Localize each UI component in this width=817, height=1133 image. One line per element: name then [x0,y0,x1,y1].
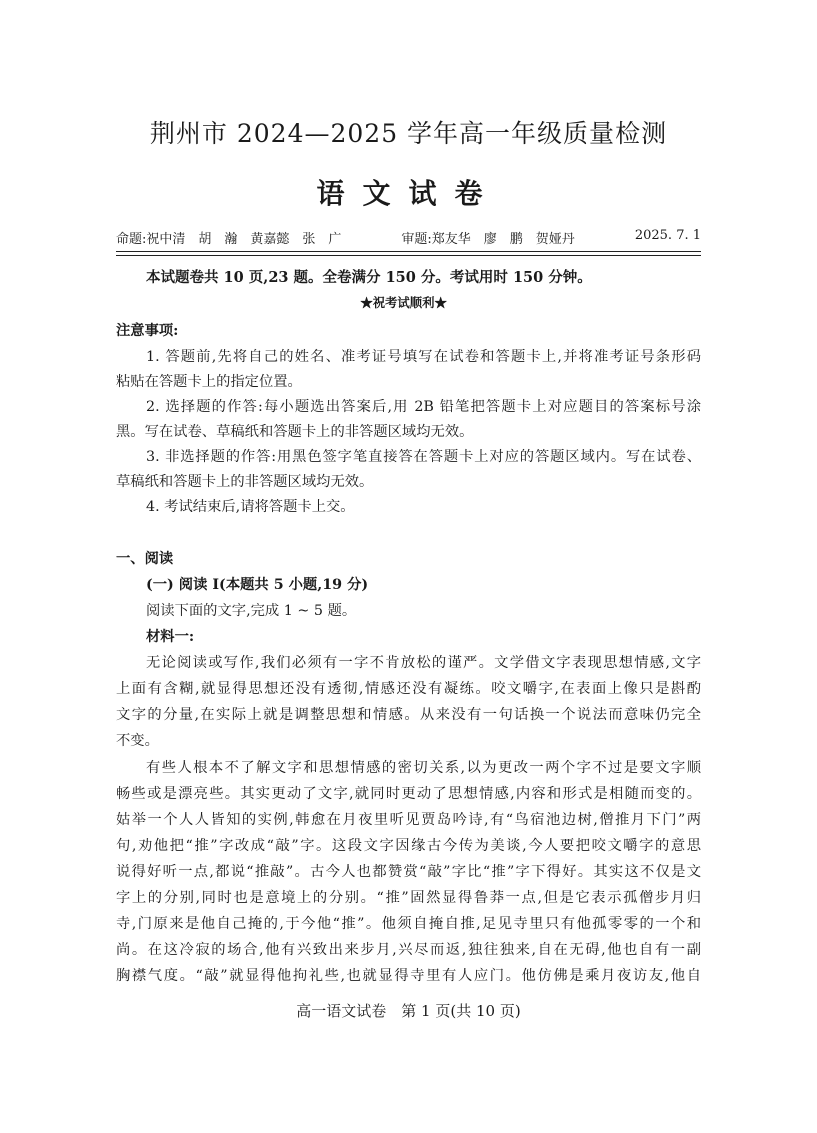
passage-line: 文字的分量,在实际上就是调整思想和情感。从来没有一句话换一个说法而意味仍完全 [116,707,701,723]
subject-title: 语文试卷 [316,177,501,210]
passage-line: 姑举一个人人皆知的实例,韩愈在月夜里听见贾岛吟诗,有“鸟宿池边树,僧推月下门”两 [116,812,701,828]
passage-line: 无论阅读或写作,我们必须有一字不肯放松的谨严。文学借文字表现思想情感,文字 [146,655,701,671]
passage-line: 胸襟气度。“敲”就显得他拘礼些,也就显得寺里有人应门。他仿佛是乘月夜访友,他自 [116,968,701,984]
note-line: 草稿纸和答题卡上的非答题区域均无效。 [116,474,374,490]
passage-line: 上面有含糊,就显得思想还没有透彻,情感还没有凝练。咬文嚼字,在表面上像只是斟酌 [116,681,701,697]
passage-line: 说得好听一点,都说“推敲”。古今人也都赞赏“敲”字比“推”字下得好。其实这不仅是文 [116,864,701,880]
passage-line: 句,劝他把“推”字改成“敲”字。这段文字因缘古今传为美谈,今人要把咬文嚼字的意思 [116,838,701,854]
note-line: 3. 非选择题的作答:用黑色签字笔直接答在答题卡上对应的答题区域内。写在试卷、 [146,449,701,465]
passage-line: 尚。在这冷寂的场合,他有兴致出来步月,兴尽而返,独往独来,自在无碍,他也自有一副 [116,942,701,958]
exam-title: 荆州市 2024—2025 学年高一年级质量检测 [149,119,668,148]
passage-line: 畅些或是漂亮些。其实更动了文字,就同时更动了思想情感,内容和形式是相随而变的。 [116,786,701,802]
note-line: 4. 考试结束后,请将答题卡上交。 [146,499,355,515]
part-heading: (一) 阅读 I(本题共 5 小题,19 分) [146,577,369,593]
header-rule-thick [116,251,701,252]
passage-line: 不变。 [116,733,159,749]
instruction-text: 阅读下面的文字,完成 1 ~ 5 题。 [146,603,357,619]
notes-heading: 注意事项: [116,323,179,339]
authors-text: 命题:祝中清 胡 瀚 黄嘉懿 张 广 [116,232,342,247]
exam-summary: 本试题卷共 10 页,23 题。全卷满分 150 分。考试用时 150 分钟。 [146,269,592,286]
reviewers-text: 审题:郑友华 廖 鹏 贺娅丹 [401,232,575,247]
material-label: 材料一: [146,629,195,645]
header-rule-thin [116,255,701,256]
good-luck-banner: ★祝考试顺利★ [360,295,447,310]
note-line: 2. 选择题的作答:每小题选出答案后,用 2B 铅笔把答题卡上对应题目的答案标号涂 [146,399,701,415]
passage-line: 有些人根本不了解文字和思想情感的密切关系,以为更改一两个字不过是要文字顺 [146,760,701,776]
passage-line: 字上的分别,同时也是意境上的分别。“推”固然显得鲁莽一点,但是它表示孤僧步月归 [116,890,701,906]
note-line: 黑。写在试卷、草稿纸和答题卡上的非答题区域均无效。 [116,424,474,440]
page-footer: 高一语文试卷 第 1 页(共 10 页) [296,1002,521,1020]
date-text: 2025. 7. 1 [634,228,701,243]
passage-line: 寺,门原来是他自己掩的,于今他“推”。他须自掩自推,足见寺里只有他孤零零的一个和 [116,916,701,932]
note-line: 粘贴在答题卡上的指定位置。 [116,374,302,390]
author-line [116,228,701,247]
note-line: 1. 答题前,先将自己的姓名、准考证号填写在试卷和答题卡上,并将准考证号条形码 [146,349,701,365]
section-heading: 一、阅读 [116,551,174,567]
